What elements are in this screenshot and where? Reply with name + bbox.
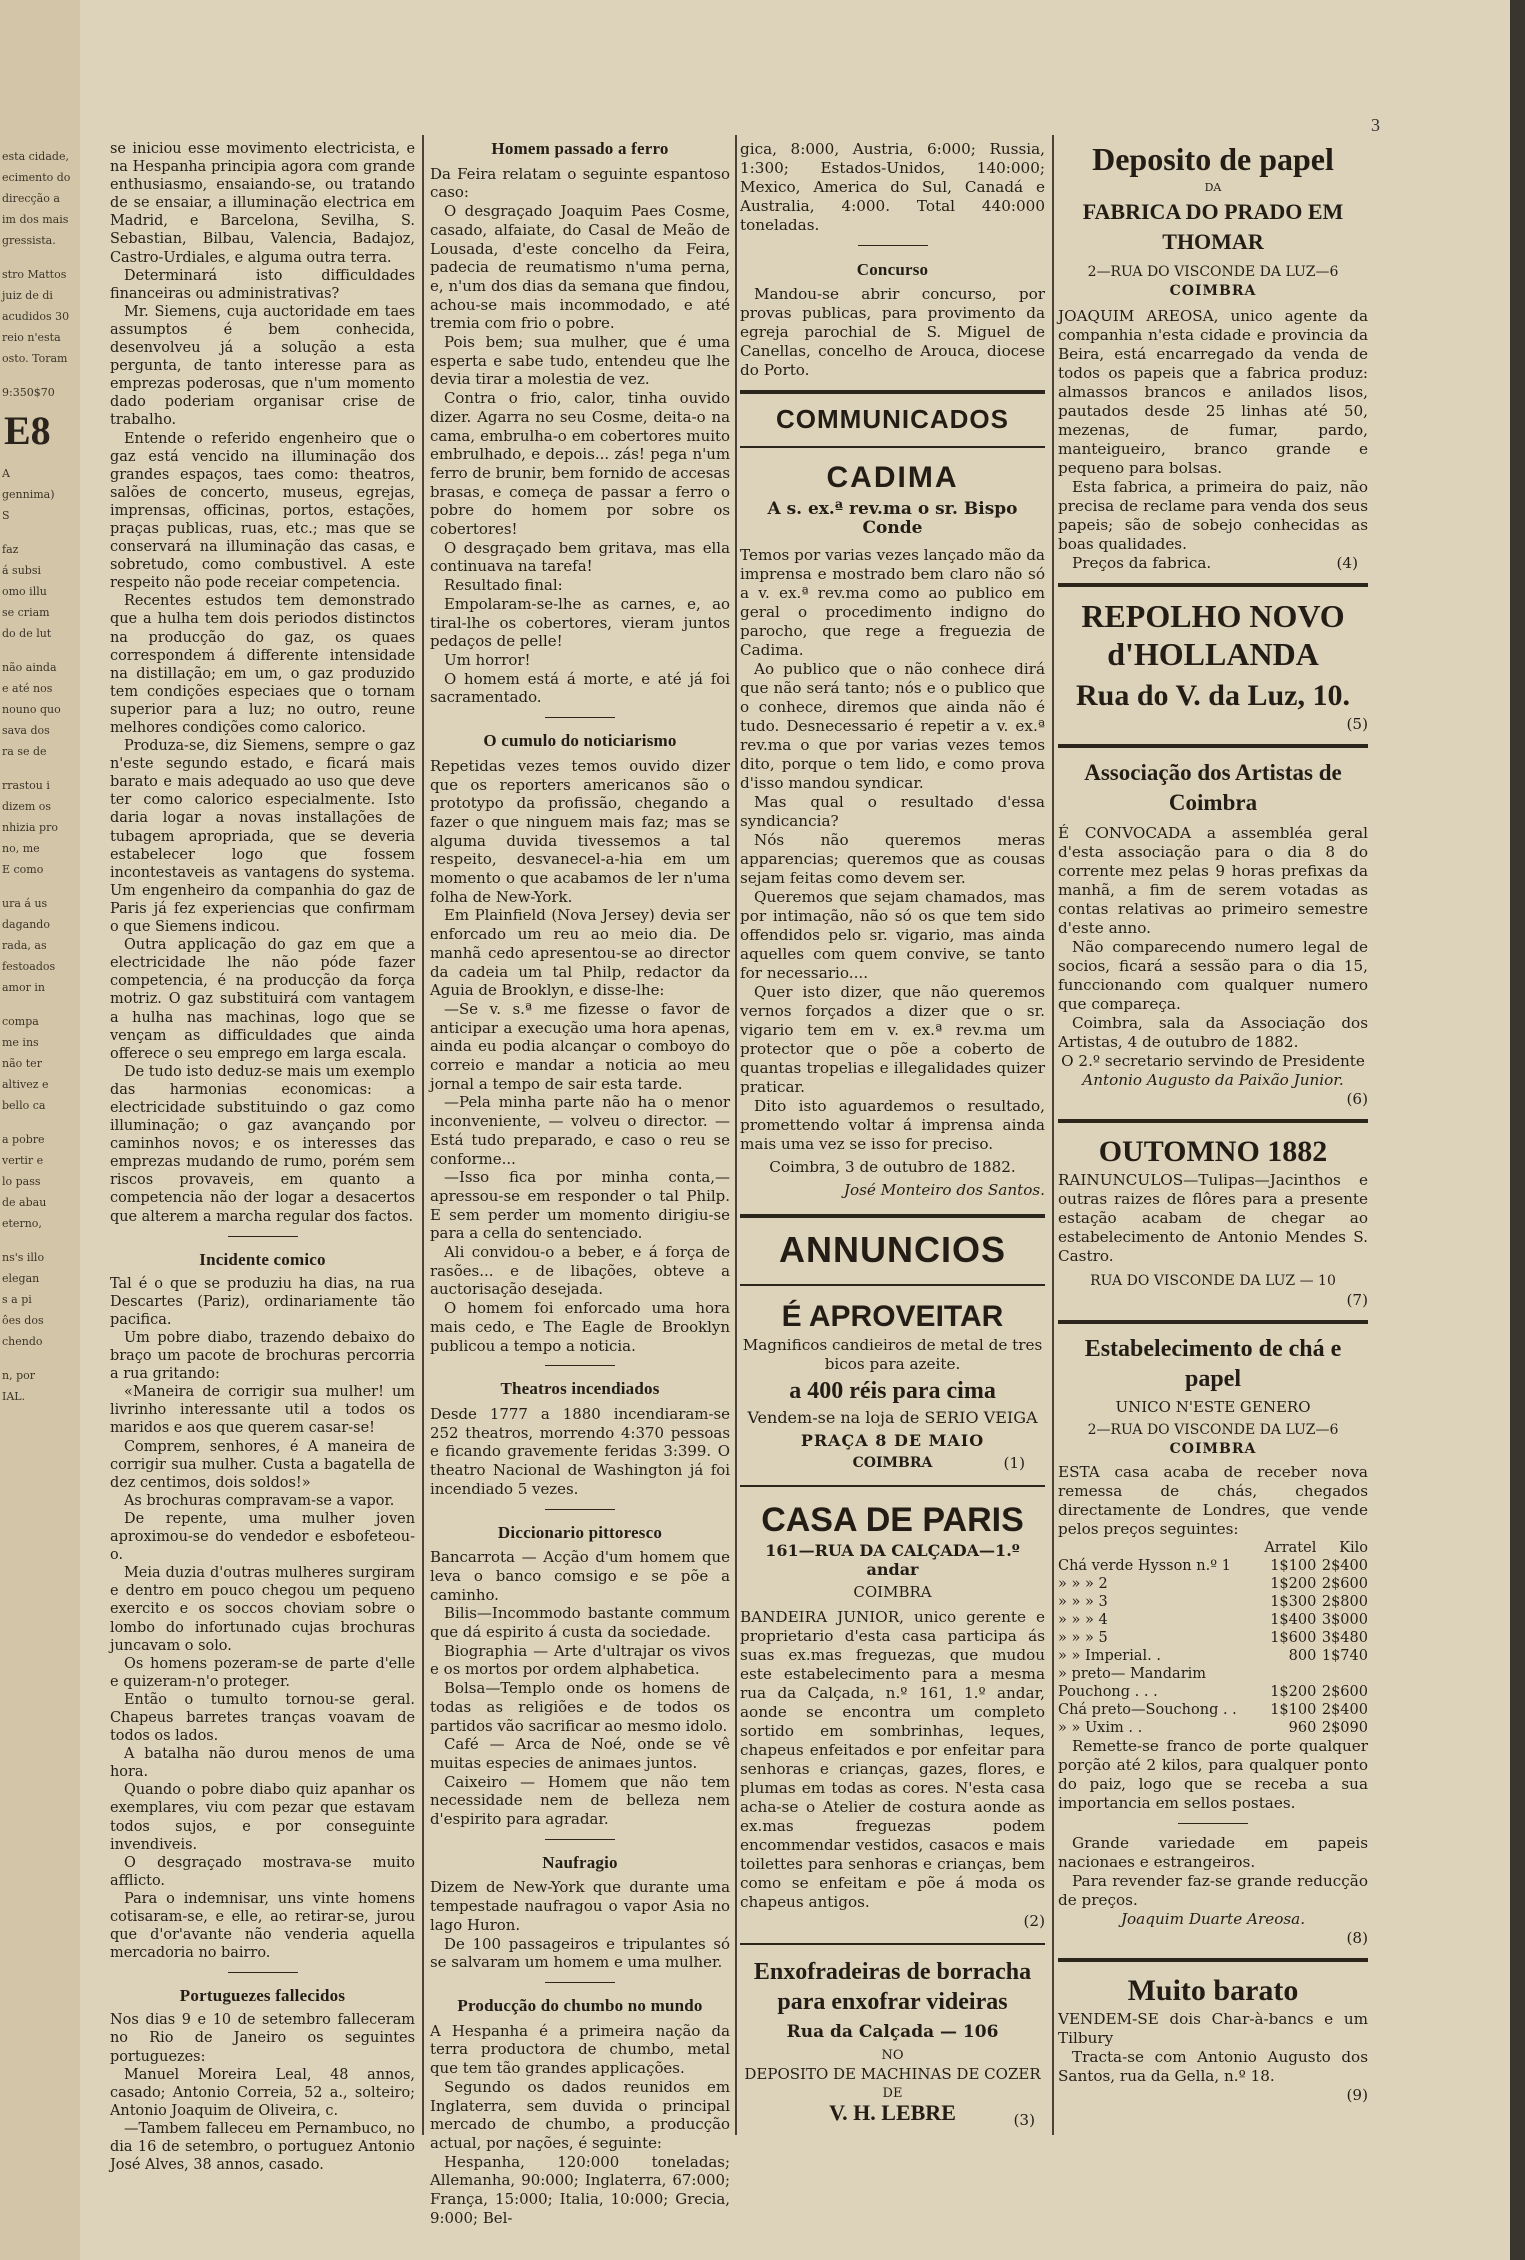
- aproveitar-price: a 400 réis para cima: [789, 1378, 996, 1404]
- aproveitar-footer: [740, 1454, 1045, 1473]
- paragraph: Biographia — Arte d'ultrajar os vivos e os mortos por ordem alphabetica.: [430, 1641, 730, 1679]
- assoc-ref: (6): [1346, 1090, 1368, 1108]
- paragraph: Mas qual o resultado d'essa syndicancia?: [740, 793, 1045, 830]
- rule: [1058, 1320, 1368, 1324]
- column-4: [1058, 140, 1368, 2105]
- theatros-article: [430, 1405, 730, 1499]
- aproveitar-text: Magnificos candieiros de metal de tres bicos para azeite.: [742, 1336, 1043, 1373]
- paragraph: Entende o referido engenheiro que o gaz está vencido na illuminação dos grandes espaços, taes como: theatros, salões de concerto, museus, egrejas, imprensas, officinas, portos, estações, praças publicas, ruas, etc.; mas que se conservará na illuminação das casas, e sobretudo, como combustivel. A este respeito não pode receiar competencia.: [110, 430, 415, 592]
- column-1: [110, 140, 415, 2174]
- prev-page-fragment: a pobre: [2, 1133, 45, 1146]
- aproveitar-city: COIMBRA: [852, 1455, 933, 1471]
- paragraph: As brochuras compravam-se a vapor.: [124, 1492, 395, 1509]
- paragraph: Outra applicação do gaz em que a electricidade lhe não póde fazer competencia, é na producção da força motriz. O gaz substituirá com vantagem a hulha nas machinas, logo que se vençam as difficuldades que ainda offerece o seu emprego em larga escala.: [110, 937, 415, 1062]
- papel-title: Deposito de papel: [1092, 141, 1334, 177]
- cha-address: 2—RUA DO VISCONDE DA LUZ—6: [1087, 1422, 1339, 1438]
- paragraph: Ao publico que o não conhece dirá que não será tanto; nós e o publico que o conhece, diremos que ainda não é tudo. Desnecessario é repetir a v. ex.ª rev.ma o que por varias vezes temos dito, porque o tem lido, e como prova d'isso mandou syndicar.: [740, 660, 1045, 792]
- price-arratel: 1$100: [1270, 1702, 1317, 1718]
- assoc-text: É CONVOCADA a assembléa geral d'esta associação para o dia 8 do corrente mez pelas 9 horas prefixas da manhã, a fim de serem votadas as contas relativas ao primeiro semestre d'este anno.: [1058, 824, 1368, 937]
- paragraph: Nos dias 9 e 10 de setembro falleceram no Rio de Janeiro os seguintes portuguezes:: [110, 2012, 415, 2065]
- assoc-secretary: O 2.º secretario servindo de Presidente: [1061, 1052, 1365, 1070]
- book-binding-edge: [1510, 0, 1525, 2260]
- outomno-ref: (7): [1346, 1291, 1368, 1309]
- paragraph: Recentes estudos tem demonstrado que a hulha tem dois periodos distinctos na producção do gaz, os quaes correspondem á differente intensidade na distillação; em um, o gaz produzido tem condições especiaes que o tornam superior para a luz; no outro, reune melhores condições como calorico.: [110, 593, 415, 736]
- price-item: Chá preto—Souchong . .: [1058, 1702, 1237, 1718]
- chumbo-continuation: gica, 8:000, Austria, 6:000; Russia, 1:300; Estados-Unidos, 140:000; Mexico, America do Sul, Canadá e Australia, 4:000. Total 440:000 toneladas.: [740, 140, 1045, 234]
- paragraph: —Tambem falleceu em Pernambuco, no dia 16 de setembro, o portuguez Antonio José Alves, 38 annos, casado.: [110, 2120, 415, 2174]
- separator: [545, 1509, 615, 1510]
- prev-page-fragment: gennima): [2, 488, 55, 501]
- price-kilo: [1316, 1665, 1368, 1683]
- paragraph: Hespanha, 120:000 toneladas; Allemanha, 90:000; Inglaterra, 67:000; França, 15:000; Italia, 10:000; Grecia, 9:000; Bel-: [430, 2152, 730, 2227]
- article-title-falecidos: Portuguezes fallecidos: [179, 1986, 346, 2006]
- price-arratel: 1$400: [1270, 1612, 1317, 1628]
- assoc-title: Associação dos Artistas de Coimbra: [1084, 760, 1342, 815]
- paragraph: Dito isto aguardemos o resultado, promettendo voltar á imprensa ainda mais uma vez se isso for preciso.: [740, 1097, 1045, 1153]
- cha-subtitle: UNICO N'ESTE GENERO: [1115, 1398, 1311, 1416]
- paragraph: Um pobre diabo, trazendo debaixo do braço um pacote de brochuras percorria a rua gritando:: [110, 1330, 415, 1383]
- paragraph: O desgraçado bem gritava, mas ella continuava na tarefa!: [430, 538, 730, 576]
- price-arratel: [1258, 1665, 1316, 1683]
- prev-page-fragment: compa: [2, 1015, 39, 1028]
- separator: [228, 1972, 298, 1973]
- cha-text: ESTA casa acaba de receber nova remessa de chás, chegados directamente de Londres, que vende pelos preços seguintes:: [1058, 1463, 1368, 1538]
- cha-city: COIMBRA: [1169, 1441, 1257, 1457]
- prev-page-fragment: gressista.: [2, 234, 56, 247]
- paragraph: Temos por varias vezes lançado mão da imprensa e mostrado bem claro não só a v. ex.ª rev.ma como ao publico em geral o procedimento indigno do parocho, que rege a freguezia de Cadima.: [740, 546, 1045, 659]
- price-row: [1058, 1683, 1368, 1701]
- enxofradeiras-title: Enxofradeiras de borracha para enxofrar videiras: [753, 1959, 1032, 2015]
- price-kilo: 3$480: [1321, 1630, 1368, 1646]
- paragraph: Manuel Moreira Leal, 48 annos, casado; Antonio Correia, 52 a., solteiro; Antonio Joaquim de Oliveira, c.: [110, 2066, 415, 2119]
- paragraph: O homem está á morte, e até já foi sacramentado.: [430, 669, 730, 707]
- article-title-theatros: Theatros incendiados: [500, 1379, 660, 1399]
- price-item: » preto— Mandarim: [1058, 1666, 1207, 1682]
- enxofradeiras-footer: [740, 2100, 1045, 2129]
- cha-signature: Joaquim Duarte Areosa.: [1120, 1910, 1306, 1928]
- paragraph: Repetidas vezes temos ouvido dizer que os reporters americanos são o prototypo da profissão, chegando a fazer o que ninguem mais faz; mas se alguma duvida tivessemos a tal respeito, desvanecel-a-hia em um momento o que acabamos de ler n'uma folha de New-York.: [430, 756, 730, 906]
- prev-page-fragment: ôes dos: [2, 1314, 44, 1327]
- barato-text-2: Tracta-se com Antonio Augusto dos Santos, rua da Gella, n.º 18.: [1058, 2048, 1368, 2085]
- naufragio-article: [430, 1878, 730, 1972]
- prev-page-fragment: juiz de di: [2, 289, 53, 302]
- annuncios-heading: ANNUNCIOS: [778, 1229, 1006, 1270]
- price-item: » » » 3: [1058, 1594, 1108, 1610]
- paragraph: Produza-se, diz Siemens, sempre o gaz n'este segundo estado, e ficará mais barato e mais adequado ao uso que deve ter como calorico especialmente. Isto daria logar a novas installações de tubagem apropriada, que se deveria estabelecer logo que fossem incontestaveis as vantagens do systema. Um engenheiro da companhia do gaz de Paris já fez experiencias que confirmam o que Siemens indicou.: [110, 738, 415, 936]
- separator: [1178, 1823, 1248, 1824]
- paragraph: Quando o pobre diabo quiz apanhar os exemplares, viu com pezar que estavam todos sujos, e por conseguinte invendiveis.: [110, 1782, 415, 1853]
- paragraph: Desde 1777 a 1880 incendiaram-se 252 theatros, morrendo 4:370 pessoas e ficando gravemente feridas 3:399. O theatro Nacional de Washington já foi incendiado 5 vezes.: [430, 1405, 730, 1498]
- prev-page-fragment: vertir e: [2, 1154, 44, 1167]
- column-2: [430, 140, 730, 2227]
- price-item: » » » 4: [1058, 1612, 1108, 1628]
- prev-page-fragment: elegan: [2, 1272, 40, 1285]
- paragraph: O homem foi enforcado uma hora mais cedo, e The Eagle de Brooklyn publicou a tempo a noticia.: [430, 1299, 730, 1355]
- prev-page-fragment: do de lut: [2, 627, 52, 640]
- chumbo-article: [430, 2022, 730, 2228]
- enxofradeiras-no: NO: [881, 2048, 904, 2063]
- column-divider: [735, 135, 737, 2135]
- paris-address: 161—RUA DA CALÇADA—1.º andar: [765, 1541, 1020, 1579]
- price-item: » » Uxim . .: [1058, 1720, 1143, 1736]
- paragraph: Resultado final:: [444, 576, 563, 595]
- paragraph: Bolsa—Templo onde os homens de todas as religiões e de todos os partidos vão sacrificar ao mesmo idolo.: [430, 1679, 730, 1735]
- price-arratel: 1$200: [1270, 1576, 1317, 1592]
- article-title-dicc: Diccionario pittoresco: [497, 1522, 663, 1542]
- papel-address: 2—RUA DO VISCONDE DA LUZ—6: [1087, 264, 1339, 280]
- article-title-cumulo: O cumulo do noticiarismo: [483, 731, 677, 751]
- paragraph: Empolaram-se-lhe as carnes, e, ao tiral-lhe os cobertores, vieram juntos pedaços de pelle!: [430, 594, 730, 651]
- rule: [740, 1943, 1045, 1945]
- price-arratel: 960: [1288, 1720, 1317, 1736]
- price-row: [1058, 1665, 1368, 1683]
- separator: [545, 1365, 615, 1366]
- price-item: » » » 5: [1058, 1630, 1108, 1646]
- prev-page-fragment: altivez e: [2, 1078, 49, 1091]
- aproveitar-title: É APROVEITAR: [781, 1300, 1004, 1333]
- separator: [545, 1982, 615, 1983]
- previous-page-edge: [0, 0, 83, 2260]
- prev-page-fragment: s a pi: [2, 1293, 32, 1306]
- price-kilo: 2$400: [1321, 1558, 1368, 1574]
- repolho-title: REPOLHO NOVO d'HOLLANDA: [1081, 598, 1345, 672]
- separator: [228, 1236, 298, 1237]
- assoc-signature: Antonio Augusto da Paixão Junior.: [1082, 1071, 1344, 1089]
- cadima-article: [740, 546, 1045, 1154]
- repolho-ref: (5): [1346, 715, 1368, 733]
- price-kilo: 2$800: [1321, 1594, 1368, 1610]
- article-title-concurso: Concurso: [856, 260, 929, 279]
- paragraph: «Maneira de corrigir sua mulher! um livrinho interessante util a todos os maridos e aos que querem casar-se!: [110, 1384, 415, 1437]
- cha-text-3: Grande variedade em papeis nacionaes e estrangeiros.: [1058, 1834, 1368, 1871]
- enxofradeiras-deposit: DEPOSITO DE MACHINAS DE COZER: [744, 2065, 1041, 2083]
- enxofradeiras-name: V. H. LEBRE: [829, 2100, 956, 2125]
- aproveitar-ref: (1): [1003, 1454, 1025, 1472]
- separator: [545, 717, 615, 718]
- cadima-title: CADIMA: [826, 461, 959, 494]
- cha-text-4: Para revender faz-se grande reducção de preços.: [1058, 1872, 1368, 1909]
- paragraph: Pois bem; sua mulher, que é uma esperta e sabe tudo, entendeu que lhe devia tirar a molestia de vez.: [430, 333, 730, 389]
- rule: [740, 1284, 1045, 1286]
- prev-page-fragment: direcção a: [2, 192, 60, 205]
- papel-city: COIMBRA: [1169, 283, 1257, 299]
- prev-page-fragment: festoados: [2, 960, 56, 973]
- price-row: [1058, 1611, 1368, 1629]
- price-item: » » Imperial. .: [1058, 1648, 1161, 1664]
- prev-page-fragment: amor in: [2, 981, 45, 994]
- paragraph: —Se v. s.ª me fizesse o favor de anticipar a execução uma hora apenas, ainda eu podia alcançar o comboyo do correio e mandar a noticia ao meu jornal a tempo de sair esta tarde.: [430, 999, 730, 1093]
- paragraph: Quer isto dizer, que não queremos vernos forçados a dizer que o sr. vigario tem em v. ex.ª rev.ma um protector que o põe a coberto de quantas tropelias e illegalidades quizer praticar.: [740, 983, 1045, 1096]
- prev-page-fragment: n, por: [2, 1369, 35, 1382]
- paragraph: Contra o frio, calor, tinha ouvido dizer. Agarra no seu Cosme, deita-o na cama, embrulha-o em cobertores muito embrulhado, e depois... zás! pega n'um ferro de brunir, bem fornido de accesas brasas, e começa de passar a ferro o pobre do homem por sobre os cobertores!: [430, 389, 730, 539]
- price-kilo: 3$000: [1321, 1612, 1368, 1628]
- column-3: [740, 140, 1045, 2129]
- paragraph: Queremos que sejam chamados, mas por intimação, não só os que tem sido offendidos pelo sr. vigario, mas ainda aquelles com quem convive, se tanto for necessario....: [740, 888, 1045, 982]
- homem-article: [430, 165, 730, 707]
- price-row: [1058, 1719, 1368, 1737]
- enxofradeiras-ref: (3): [1013, 2111, 1035, 2129]
- prev-page-fragment: reio n'esta: [2, 331, 61, 344]
- cadima-date: Coimbra, 3 de outubro de 1882.: [769, 1158, 1016, 1176]
- enxofradeiras-address: Rua da Calçada — 106: [786, 2022, 999, 2042]
- paris-city: COIMBRA: [853, 1583, 932, 1601]
- prev-page-fragment: me ins: [2, 1036, 39, 1049]
- paragraph: O desgraçado mostrava-se muito afflicto.: [110, 1854, 415, 1889]
- prev-page-fragment: eterno,: [2, 1217, 42, 1230]
- papel-fabrica: FABRICA DO PRADO EM THOMAR: [1082, 199, 1344, 254]
- paragraph: —Isso fica por minha conta,—apressou-se em responder o tal Philp. E sem perder um momento dirigiu-se para a cella do sentenciado.: [430, 1168, 730, 1243]
- barato-ref: (9): [1346, 2086, 1368, 2104]
- price-row: [1058, 1575, 1368, 1593]
- assoc-date: Coimbra, sala da Associação dos Artistas, 4 de outubro de 1882.: [1058, 1014, 1368, 1051]
- rule: [1058, 1958, 1368, 1962]
- outomno-address: RUA DO VISCONDE DA LUZ — 10: [1090, 1273, 1336, 1289]
- rule: [1058, 744, 1368, 748]
- prev-page-fragment: A: [2, 467, 10, 480]
- rule: [740, 446, 1045, 448]
- cumulo-article: [430, 757, 730, 1356]
- incidente-article: [110, 1275, 415, 1963]
- rule: [740, 1485, 1045, 1487]
- outomno-title: OUTOMNO 1882: [1098, 1135, 1328, 1168]
- prev-page-fragment: nhizia pro: [2, 821, 58, 834]
- prev-page-fragment: de abau: [2, 1196, 47, 1209]
- prev-page-fragment: faz: [2, 543, 19, 556]
- dicc-article: [430, 1548, 730, 1829]
- price-table-header: [1058, 1539, 1368, 1557]
- price-item: » » » 2: [1058, 1576, 1108, 1592]
- price-kilo: 2$400: [1321, 1702, 1368, 1718]
- prev-page-fragment: ura á us: [2, 897, 48, 910]
- prev-page-fragment: rada, as: [2, 939, 47, 952]
- page-number: 3: [1371, 115, 1380, 135]
- price-row: [1058, 1647, 1368, 1665]
- article-title-homem: Homem passado a ferro: [491, 139, 669, 158]
- paragraph: Mr. Siemens, cuja auctoridade em taes assumptos é bem conhecida, desenvolveu já a solução a esta pergunta, de tanto interesse para as emprezas poderosas, que n'um momento dado poderiam organisar crise de trabalho.: [110, 303, 415, 429]
- prev-page-fragment: nouno quo: [2, 703, 61, 716]
- rule: [1058, 583, 1368, 587]
- paragraph: Para o indemnisar, uns vinte homens cotisaram-se, e elle, ao retirar-se, jurou que d'or'avante não venderia aquella mercadoria no bairro.: [110, 1890, 415, 1962]
- barato-title: Muito barato: [1127, 1974, 1299, 2007]
- prev-page-fragment: não ainda: [2, 661, 57, 674]
- price-col-arratel: Arratel: [1264, 1540, 1317, 1556]
- cha-text-2: Remette-se franco de porte qualquer porção até 2 kilos, para qualquer ponto do paiz, logo que se receba a sua importancia em sellos postaes.: [1058, 1737, 1368, 1812]
- article-title-chumbo: Producção do chumbo no mundo: [457, 1995, 703, 2015]
- paragraph: —Pela minha parte não ha o menor inconveniente, — volveu o director. — Está tudo preparado, e caso o reu se conforme...: [430, 1093, 730, 1168]
- prev-page-fragment: ns's illo: [2, 1251, 45, 1264]
- prev-page-fragment: bello ca: [2, 1099, 46, 1112]
- prev-page-fragment: lo pass: [2, 1175, 41, 1188]
- barato-text: VENDEM-SE dois Char-à-bancs e um Tilbury: [1058, 2010, 1368, 2047]
- price-col-kilo: Kilo: [1339, 1540, 1368, 1556]
- price-arratel: 1$600: [1270, 1630, 1317, 1646]
- price-row: [1058, 1629, 1368, 1647]
- paragraph: Dizem de New-York que durante uma tempestade naufragou o vapor Asia no lago Huron.: [430, 1878, 730, 1934]
- prev-page-fragment: e até nos: [2, 682, 53, 695]
- papel-text-2: Esta fabrica, a primeira do paiz, não precisa de reclame para venda dos seus papeis; são de sobejo conhecidas as boas qualidades.: [1058, 478, 1368, 553]
- rule: [740, 1214, 1045, 1218]
- paris-ref: (2): [1023, 1912, 1045, 1930]
- paragraph: Então o tumulto tornou-se geral. Chapeus barretes tranças voavam de todos os lados.: [110, 1691, 415, 1745]
- communicados-heading: COMMUNICADOS: [776, 404, 1009, 434]
- price-row: [1058, 1593, 1368, 1611]
- paragraph: Meia duzia d'outras mulheres surgiram e dentro em pouco chegou um pequeno exercito e os soccos choviam sobre o lombo do infortunado cujas brochuras juncavam o solo.: [110, 1565, 415, 1654]
- enxofradeiras-de: DE: [882, 2086, 903, 2101]
- rule: [740, 390, 1045, 394]
- paragraph: A batalha não durou menos de uma hora.: [110, 1746, 415, 1781]
- prev-page-fragment: chendo: [2, 1335, 43, 1348]
- price-kilo: 2$090: [1321, 1720, 1368, 1736]
- prev-page-fragment: stro Mattos: [2, 268, 67, 281]
- prev-page-fragment: E8: [4, 408, 51, 453]
- prev-page-fragment: sava dos: [2, 724, 50, 737]
- paris-title: CASA DE PARIS: [761, 1501, 1024, 1539]
- price-row: [1058, 1701, 1368, 1719]
- papel-prices: Preços da fabrica.: [1072, 554, 1212, 572]
- paragraph: Café — Arca de Noé, onde se vê muitas especies de animaes juntos.: [430, 1735, 730, 1772]
- article-title-incidente: Incidente comico: [199, 1249, 326, 1269]
- price-arratel: 800: [1288, 1648, 1317, 1664]
- papel-footer: [1058, 554, 1368, 573]
- paragraph: Determinará isto difficuldades financeiras ou administrativas?: [110, 267, 415, 302]
- paragraph: se iniciou esse movimento electricista, e na Hespanha principia agora com grande enthusiasmo, ensaiando-se, ou tratando de se ensaiar, a illuminação electrica em Madrid, e Barcelona, Sevilha, S. Sebastian, Bilbau, Valencia, Badajoz, Castro-Urdiales, e alguma outra terra.: [110, 141, 415, 266]
- paragraph: Os homens pozeram-se de parte d'elle e quizeram-n'o proteger.: [110, 1655, 415, 1690]
- aproveitar-shop: Vendem-se na loja de SERIO VEIGA: [747, 1408, 1038, 1427]
- prev-page-fragment: 9:350$70: [2, 386, 55, 399]
- prev-page-fragment: rrastou i: [2, 779, 50, 792]
- papel-da: DA: [1204, 181, 1222, 194]
- concurso-text: Mandou-se abrir concurso, por provas publicas, para provimento da egreja parochial de S. Miguel de Canellas, concelho de Arouca, diocese do Porto.: [740, 285, 1045, 379]
- cha-ref: (8): [1346, 1929, 1368, 1947]
- price-arratel: 1$100: [1270, 1558, 1317, 1574]
- electricity-article: [110, 140, 415, 1226]
- paragraph: Um horror!: [444, 650, 531, 669]
- rule: [1058, 1119, 1368, 1123]
- cha-title: Estabelecimento de chá e papel: [1084, 1336, 1342, 1392]
- paragraph: De 100 passageiros e tripulantes só se salvaram um homem e uma mulher.: [430, 1934, 730, 1972]
- paragraph: Segundo os dados reunidos em Inglaterra, sem duvida o principal mercado de chumbo, a producção actual, por nações, é seguinte:: [430, 2077, 730, 2152]
- separator: [545, 1839, 615, 1840]
- falecidos-article: [110, 2011, 415, 2174]
- paragraph: De tudo isto deduz-se mais um exemplo das harmonias economicas: a electricidade substituindo o gaz como illuminação; o gaz avançando por caminhos novos; e os interesses das emprezas mudando de rumo, porém sem riscos provaveis, em quanto a competencia não der logar a desacertos que alterem a marcha regular dos factos.: [110, 1063, 415, 1225]
- price-item: Pouchong . . .: [1058, 1684, 1158, 1700]
- prev-page-fragment: se criam: [2, 606, 50, 619]
- prev-page-fragment: E como: [2, 863, 44, 876]
- prev-page-fragment: ra se de: [2, 745, 47, 758]
- papel-text: JOAQUIM AREOSA, unico agente da companhia n'esta cidade e provincia da Beira, está encarregado da venda de todos os papeis que a fabrica produz: almassos brancos e anilados lisos, pautados desde 25 linhas até 50, mezenas, de fumar, pardo, manteigueiro, branco grande e pequeno para bolsas.: [1058, 307, 1368, 477]
- prev-page-fragment: dizem os: [2, 800, 52, 813]
- paragraph: Bilis—Incommodo bastante commum que dá espirito á custa da sociedade.: [430, 1604, 730, 1642]
- papel-ref: (4): [1336, 554, 1358, 572]
- article-title-naufragio: Naufragio: [542, 1852, 618, 1872]
- paragraph: Nós não queremos meras apparencias; queremos que as cousas sejam feitas como devem ser.: [740, 831, 1045, 887]
- assoc-text-2: Não comparecendo numero legal de socios, ficará a sessão para o dia 15, funccionando com qualquer numero que compareça.: [1058, 938, 1368, 1013]
- paragraph: Tal é o que se produziu ha dias, na rua Descartes (Pariz), ordinariamente tão pacifica.: [110, 1275, 415, 1328]
- prev-page-fragment: dagando: [2, 918, 50, 931]
- paragraph: A Hespanha é a primeira nação da terra productora de chumbo, metal que tem tão grandes applicações.: [430, 2021, 730, 2078]
- price-table-body: [1058, 1539, 1368, 1737]
- price-kilo: 2$600: [1321, 1684, 1368, 1700]
- aproveitar-address: PRAÇA 8 DE MAIO: [800, 1431, 985, 1450]
- price-kilo: 2$600: [1321, 1576, 1368, 1592]
- prev-page-fragment: no, me: [2, 842, 40, 855]
- repolho-address: Rua do V. da Luz, 10.: [1076, 679, 1350, 712]
- paragraph: Da Feira relatam o seguinte espantoso caso:: [430, 164, 730, 202]
- paragraph: Caixeiro — Homem que não tem necessidade nem de belleza nem d'espirito para agradar.: [430, 1772, 730, 1829]
- column-divider: [422, 135, 424, 2135]
- paragraph: Comprem, senhores, é A maneira de corrigir sua mulher. Custa a bagatella de dez centimos, dois soldos!»: [110, 1438, 415, 1491]
- prev-page-fragment: IAL.: [2, 1390, 26, 1403]
- paragraph: O desgraçado Joaquim Paes Cosme, casado, alfaiate, do Casal de Meão de Lousada, d'este concelho da Feira, padecia de reumatismo n'uma perna, e, n'um dos dias da semana que findou, achou-se mais incommodado, e até tremia com frio o pobre.: [430, 202, 730, 333]
- outomno-text: RAINUNCULOS—Tulipas—Jacinthos e outras raizes de flôres para a presente estação acabam de chegar ao estabelecimento de Antonio Mendes S. Castro.: [1058, 1171, 1368, 1265]
- prev-page-fragment: omo illu: [2, 585, 47, 598]
- price-row: [1058, 1557, 1368, 1575]
- paragraph: Em Plainfield (Nova Jersey) devia ser enforcado um reu ao meio dia. De manhã cedo apresentou-se ao director da cadeia um tal Philp, redactor da Aguia de Brooklyn, e disse-lhe:: [430, 906, 730, 1000]
- paragraph: Ali convidou-o a beber, e á força de rasões... e de libações, obteve a auctorisação desejada.: [430, 1243, 730, 1299]
- prev-page-fragment: á subsi: [2, 564, 41, 577]
- paragraph: Bancarrota — Acção d'um homem que leva o banco comsigo e se põe a caminho.: [430, 1548, 730, 1604]
- prev-page-fragment: não ter: [2, 1057, 42, 1070]
- separator: [858, 245, 928, 246]
- price-table: [1058, 1539, 1368, 1737]
- cadima-subtitle: A s. ex.ª rev.ma o sr. Bispo Conde: [767, 499, 1018, 538]
- column-divider: [1052, 135, 1054, 2135]
- price-arratel: 1$300: [1270, 1594, 1317, 1610]
- prev-page-fragment: esta cidade,: [2, 150, 69, 163]
- prev-page-fragment: im dos mais: [2, 213, 69, 226]
- prev-page-fragment: ecimento do: [2, 171, 71, 184]
- price-arratel: 1$200: [1270, 1684, 1317, 1700]
- prev-page-fragment: S: [2, 509, 10, 522]
- price-item: Chá verde Hysson n.º 1: [1058, 1558, 1231, 1574]
- cadima-signature: José Monteiro dos Santos.: [843, 1181, 1045, 1199]
- paragraph: De repente, uma mulher joven aproximou-se do vendedor e esbofeteou-o.: [110, 1510, 415, 1564]
- price-kilo: 1$740: [1321, 1648, 1368, 1664]
- prev-page-fragment: osto. Toram: [2, 352, 68, 365]
- paris-text: BANDEIRA JUNIOR, unico gerente e proprietario d'esta casa participa ás suas ex.mas freguezas, que mudou este estabelecimento para a mesma rua da Calçada, n.º 161, 1.º andar, aonde se encontra um completo sortido em sombrinhas, leques, chapeus enfeitados e por enfeitar para senhoras e crianças, gazes, flores, e plumas em todas as cores. N'esta casa acha-se o Atelier de costura aonde as ex.mas freguezas podem encommendar vestidos, casacos e mais toilettes para senhoras e crianças, bem como se enfeitam e põe á moda os chapeus antigos.: [740, 1608, 1045, 1911]
- prev-page-fragment: acudidos 30: [2, 310, 70, 323]
